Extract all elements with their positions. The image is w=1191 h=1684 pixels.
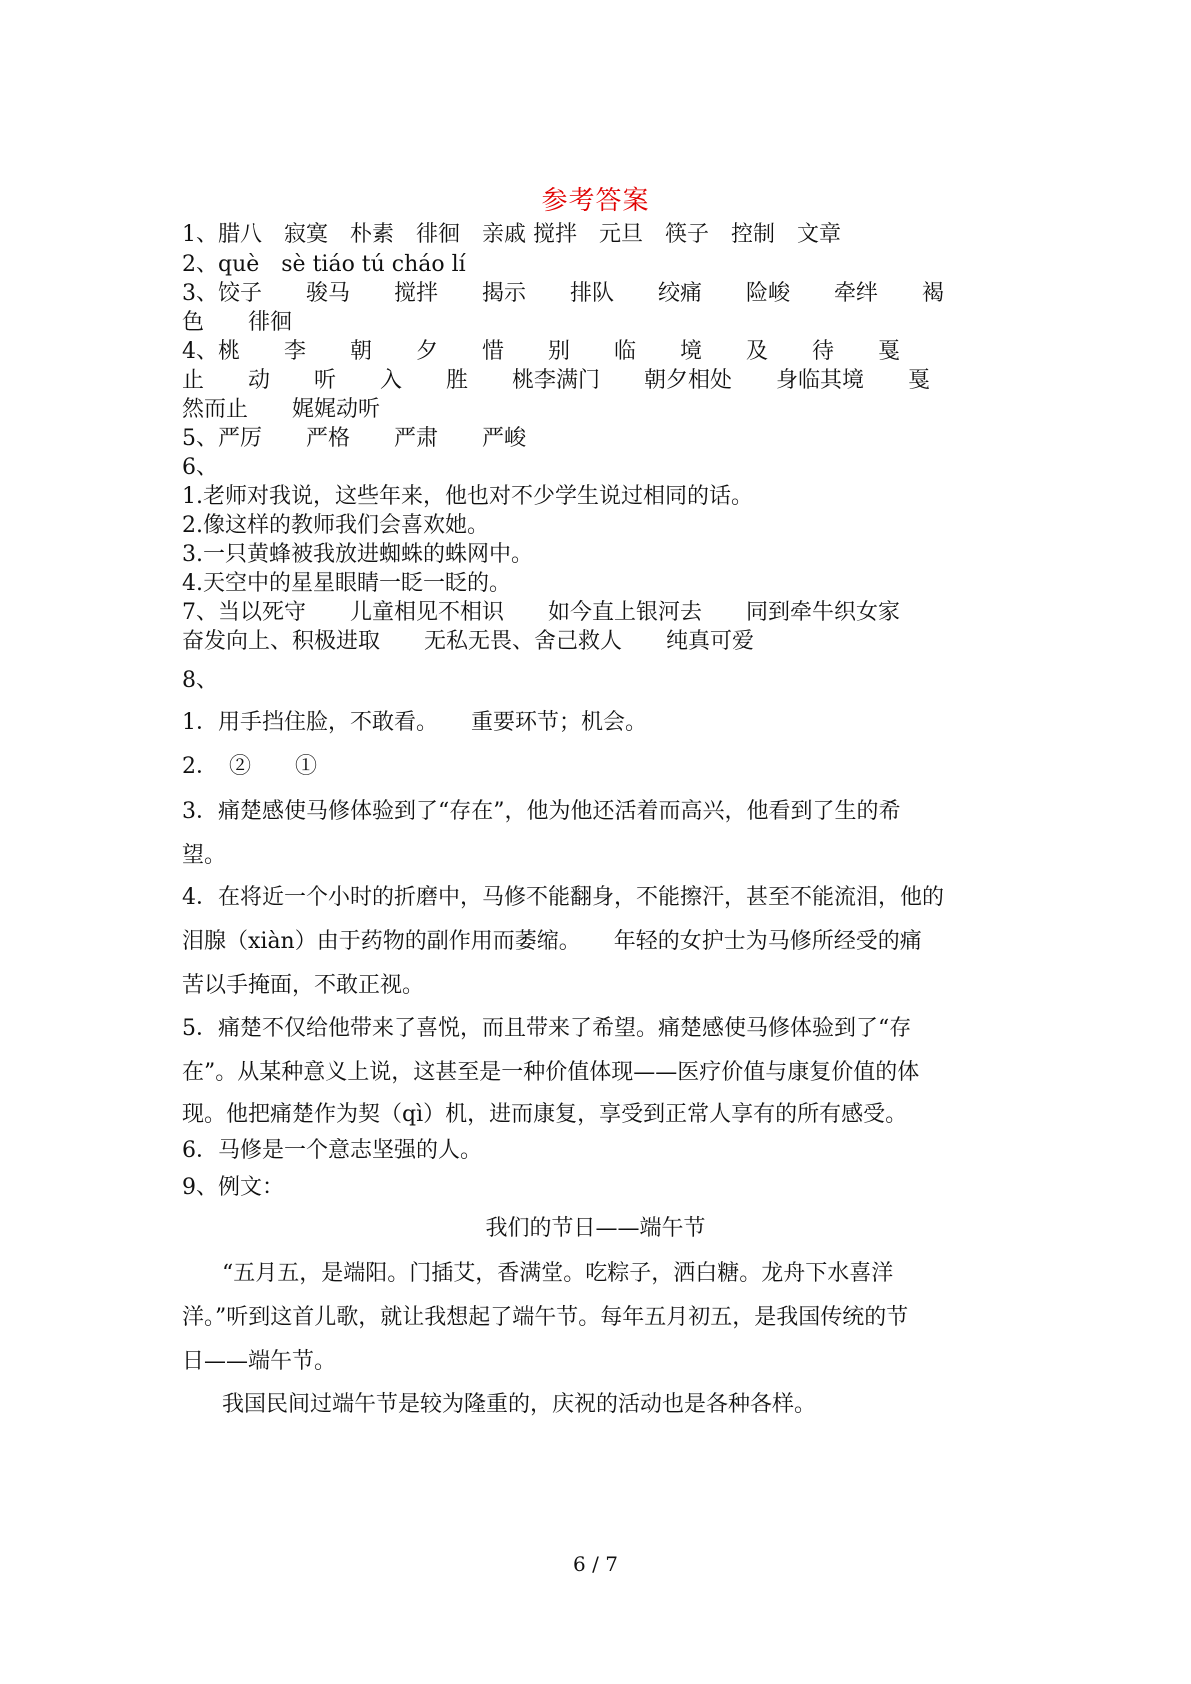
essay-line: “五月五，是端阳。门插艾，香满堂。吃粽子，洒白糖。龙舟下水喜洋 <box>222 1261 894 1286</box>
answer-line: 现。他把痛楚作为契（qì）机，进而康复，享受到正常人享有的所有感受。 <box>182 1102 908 1127</box>
answer-line: 止 动 听 入 胜 桃李满门 朝夕相处 身临其境 戛 <box>182 368 931 393</box>
answer-line: 奋发向上、积极进取 无私无畏、舍己救人 纯真可爱 <box>182 629 755 654</box>
answer-line: 2． ② ① <box>182 754 317 779</box>
answer-line: 9、例文： <box>182 1175 284 1200</box>
answer-line: 望。 <box>182 843 227 868</box>
answer-line: 6．马修是一个意志坚强的人。 <box>182 1138 482 1163</box>
answer-line: 5．痛楚不仅给他带来了喜悦，而且带来了希望。痛楚感使马修体验到了“存 <box>182 1016 912 1041</box>
page-number: 6 / 7 <box>573 1552 618 1576</box>
answer-line: 3、饺子 骏马 搅拌 揭示 排队 绞痛 险峻 牵绊 褐 <box>182 281 944 306</box>
answer-line: 4．在将近一个小时的折磨中，马修不能翻身，不能擦汗，甚至不能流泪，他的 <box>182 885 944 910</box>
answer-line: 然而止 娓娓动听 <box>182 397 381 422</box>
answer-line: 2、què sè tiáo tú cháo lí <box>182 252 466 277</box>
answer-line: 色 徘徊 <box>182 310 293 335</box>
answer-line: 2.像这样的教师我们会喜欢她。 <box>182 513 489 538</box>
answer-line: 1、腊八 寂寞 朴素 徘徊 亲戚 搅拌 元旦 筷子 控制 文章 <box>182 222 841 247</box>
essay-line: 日——端午节。 <box>182 1349 337 1374</box>
answer-line: 泪腺（xiàn）由于药物的副作用而萎缩。 年轻的女护士为马修所经受的痛 <box>182 929 922 954</box>
answer-line: 3.一只黄蜂被我放进蜘蛛的蛛网中。 <box>182 542 533 567</box>
answer-line: 1．用手挡住脸，不敢看。 重要环节；机会。 <box>182 710 647 735</box>
page-title: 参考答案 <box>541 186 650 216</box>
answer-line: 4.天空中的星星眼睛一眨一眨的。 <box>182 571 511 596</box>
answer-line: 在”。从某种意义上说，这甚至是一种价值体现——医疗价值与康复价值的体 <box>182 1060 920 1085</box>
answer-line: 1.老师对我说，这些年来，他也对不少学生说过相同的话。 <box>182 484 753 509</box>
answer-line: 5、严厉 严格 严肃 严峻 <box>182 426 526 451</box>
essay-title: 我们的节日——端午节 <box>485 1216 706 1241</box>
answer-line: 7、当以死守 儿童相见不相识 如今直上银河去 同到牵牛织女家 <box>182 600 900 625</box>
answer-line: 苦以手掩面，不敢正视。 <box>182 973 425 998</box>
answer-line: 3．痛楚感使马修体验到了“存在”，他为他还活着而高兴，他看到了生的希 <box>182 799 901 824</box>
essay-line: 洋。”听到这首儿歌，就让我想起了端午节。每年五月初五，是我国传统的节 <box>182 1305 909 1330</box>
answer-line: 4、桃 李 朝 夕 惜 别 临 境 及 待 戛 <box>182 339 900 364</box>
answer-line: 8、 <box>182 668 218 693</box>
essay-line: 我国民间过端午节是较为隆重的，庆祝的活动也是各种各样。 <box>222 1392 817 1417</box>
answer-line: 6、 <box>182 455 218 480</box>
